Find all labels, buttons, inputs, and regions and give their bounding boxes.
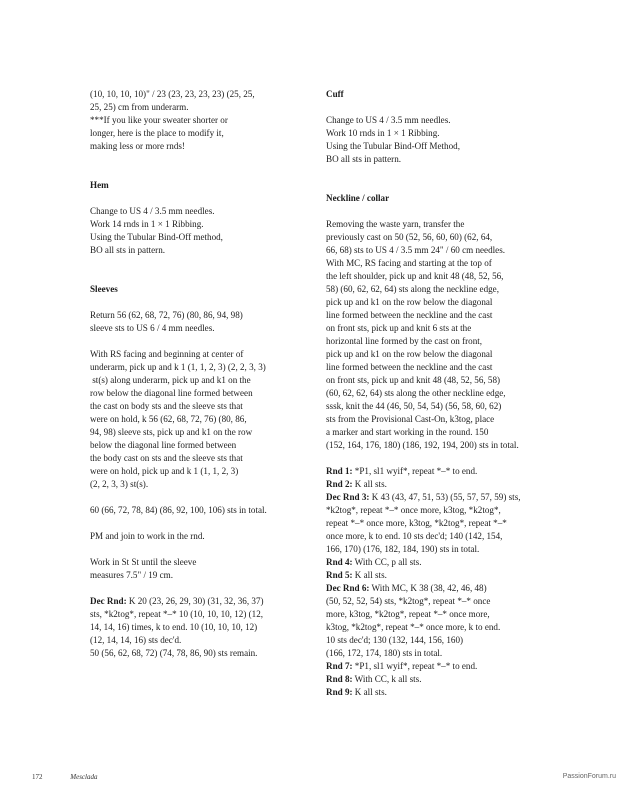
sleeves-total-text: [90, 504, 322, 517]
round-label: Rnd 9:: [326, 687, 353, 697]
text-line: (60, 62, 62, 64) sts along the other neckline edge,: [326, 388, 506, 398]
text-line: Change to US 4 / 3.5 mm needles.: [326, 115, 451, 125]
round-text: With MC, K 38 (38, 42, 46, 48): [369, 583, 487, 593]
text-line: pick up and k1 on the row below the diagonal: [326, 297, 493, 307]
text-line: previously cast on 50 (52, 56, 60, 60) (62, 64,: [326, 232, 493, 242]
text-line: horizontal line formed by the cast on front,: [326, 336, 483, 346]
text-line: Removing the waste yarn, transfer the: [326, 219, 465, 229]
text-line: the left shoulder, pick up and knit 48 (48, 52, 56,: [326, 271, 504, 281]
text-line: (50, 52, 52, 54) sts, *k2tog*, repeat *–* once: [326, 596, 491, 606]
text-line: longer, here is the place to modify it,: [90, 128, 224, 138]
round-text: With CC, p all sts.: [352, 557, 422, 567]
round-text: K all sts.: [352, 479, 387, 489]
text-line: sts, *k2tog*, repeat *–* 10 (10, 10, 10, 12) (12,: [90, 609, 264, 619]
text-line: line formed between the neckline and the cast: [326, 310, 493, 320]
text-line: k3tog, *k2tog*, repeat *–* once more, k to end.: [326, 622, 501, 632]
sleeves-pickup-text: [90, 348, 322, 491]
text-line: 166, 170) (176, 182, 184, 190) sts in total.: [326, 544, 480, 554]
round-label: Rnd 4:: [326, 557, 353, 567]
sleeves-heading: Sleeves: [90, 284, 118, 294]
sleeves-return-text: [90, 309, 322, 335]
text-line: With MC, RS facing and starting at the top of: [326, 258, 492, 268]
text-line: ***If you like your sweater shorter or: [90, 115, 228, 125]
text-line: (2, 2, 3, 3) st(s).: [90, 479, 149, 489]
hem-heading: Hem: [90, 180, 109, 190]
text-line: 58) (60, 62, 62, 64) sts along the neckline edge,: [326, 284, 499, 294]
text-line: BO all sts in pattern.: [326, 154, 402, 164]
round-label: Rnd 1:: [326, 466, 353, 476]
round-label: Rnd 7:: [326, 661, 353, 671]
text-line: Work 14 rnds in 1 × 1 Ribbing.: [90, 219, 204, 229]
round-text: With CC, k all sts.: [352, 674, 422, 684]
sleeves-join-text: [90, 530, 322, 543]
text-line: 14, 14, 16) times, k to end. 10 (10, 10, 10, 12): [90, 622, 258, 632]
text-line: (166, 172, 174, 180) sts in total.: [326, 648, 443, 658]
text-line: Change to US 4 / 3.5 mm needles.: [90, 206, 215, 216]
text-line: *k2tog*, repeat *–* once more, k3tog, *k2tog*,: [326, 505, 501, 515]
text-line: 66, 68) sts to US 4 / 3.5 mm 24" / 60 cm needles.: [326, 245, 506, 255]
round-instruction: [326, 478, 558, 491]
text-line: Using the Tubular Bind-Off Method,: [326, 141, 460, 151]
text-line: BO all sts in pattern.: [90, 245, 166, 255]
round-label: Rnd 2:: [326, 479, 353, 489]
text-line: below the diagonal line formed between: [90, 440, 237, 450]
text-line: Work in St St until the sleeve: [90, 557, 197, 567]
round-instruction: [326, 569, 558, 582]
text-line: underarm, pick up and k 1 (1, 1, 2, 3) (2, 2, 3, 3): [90, 362, 266, 372]
round-text: K 43 (43, 47, 51, 53) (55, 57, 57, 59) sts,: [369, 492, 521, 502]
round-instruction: [326, 465, 558, 478]
watermark: PassionForum.ru: [562, 773, 616, 780]
text-line: (12, 14, 14, 16) sts dec'd.: [90, 635, 182, 645]
round-text: *P1, sl1 wyif*, repeat *–* to end.: [352, 661, 478, 671]
round-instructions: [326, 465, 558, 699]
dec-rnd-text: [90, 608, 322, 660]
dec-rnd-instruction: [90, 595, 322, 660]
cuff-text: [326, 114, 558, 166]
text-line: on front sts, pick up and knit 6 sts at the: [326, 323, 472, 333]
text-line: st(s) along underarm, pick up and k1 on the: [90, 375, 251, 385]
text-line: With RS facing and beginning at center of: [90, 349, 244, 359]
round-label: Dec Rnd 3:: [326, 492, 370, 502]
text-line: measures 7.5" / 19 cm.: [90, 570, 174, 580]
text-line: line formed between the neckline and the cast: [326, 362, 493, 372]
text-line: sssk, knit the 44 (46, 50, 54, 54) (56, 58, 60, 62): [326, 401, 502, 411]
text-line: the body cast on sts and the sleeve sts that: [90, 453, 243, 463]
hem-text: [90, 205, 322, 257]
text-line: 25, 25) cm from underarm.: [90, 102, 189, 112]
text-line: making less or more rnds!: [90, 141, 185, 151]
text-line: more, k3tog, *k2tog*, repeat *–* once more,: [326, 609, 490, 619]
text-line: (10, 10, 10, 10)" / 23 (23, 23, 23, 23) (25, 25,: [90, 89, 255, 99]
text-line: (152, 164, 176, 180) (186, 192, 194, 200) sts in total.: [326, 440, 519, 450]
text-line: Work 10 rnds in 1 × 1 Ribbing.: [326, 128, 440, 138]
round-instruction: [326, 686, 558, 699]
text-line: repeat *–* once more, k3tog, *k2tog*, repeat *–*: [326, 518, 507, 528]
neckline-text: [326, 218, 558, 452]
round-instruction: [326, 673, 558, 686]
page-number: 172: [32, 773, 43, 781]
round-instruction: [326, 582, 558, 660]
text-line: 10 sts dec'd; 130 (132, 144, 156, 160): [326, 635, 464, 645]
round-text: K all sts.: [352, 570, 387, 580]
magazine-name: Mesclada: [70, 773, 98, 781]
page-footer: [32, 773, 97, 781]
dec-rnd-label: Dec Rnd:: [90, 596, 127, 606]
text-line: 50 (56, 62, 68, 72) (74, 78, 86, 90) sts remain.: [90, 648, 258, 658]
round-text: *P1, sl1 wyif*, repeat *–* to end.: [352, 466, 478, 476]
text-line: sts from the Provisional Cast-On, k3tog, place: [326, 414, 495, 424]
round-instruction: [326, 491, 558, 556]
text-line: once more, k to end. 10 sts dec'd; 140 (142, 154,: [326, 531, 503, 541]
text-line: were on hold, pick up and k 1 (1, 1, 2, 3): [90, 466, 239, 476]
text-line: the cast on body sts and the sleeve sts that: [90, 401, 243, 411]
left-column: [90, 88, 322, 660]
round-text: K all sts.: [352, 687, 387, 697]
text-line: 94, 98) sleeve sts, pick up and k1 on the row: [90, 427, 253, 437]
text-line: 60 (66, 72, 78, 84) (86, 92, 100, 106) sts in total.: [90, 505, 267, 515]
right-column: [326, 88, 558, 699]
text-line: were on hold, k 56 (62, 68, 72, 76) (80, 86,: [90, 414, 247, 424]
text-line: sleeve sts to US 6 / 4 mm needles.: [90, 323, 215, 333]
text-line: on front sts, pick up and knit 48 (48, 52, 56, 58): [326, 375, 501, 385]
text-line: Using the Tubular Bind-Off method,: [90, 232, 223, 242]
neckline-heading: Neckline / collar: [326, 193, 390, 203]
text-line: Return 56 (62, 68, 72, 76) (80, 86, 94, 98): [90, 310, 243, 320]
cuff-heading: Cuff: [326, 89, 344, 99]
round-label: Dec Rnd 6:: [326, 583, 370, 593]
round-instruction: [326, 556, 558, 569]
intro-text: [90, 88, 322, 153]
text-line: a marker and start working in the round. 150: [326, 427, 489, 437]
dec-rnd-first-line: K 20 (23, 26, 29, 30) (31, 32, 36, 37): [126, 596, 264, 606]
round-label: Rnd 5:: [326, 570, 353, 580]
sleeves-stst-text: [90, 556, 322, 582]
round-label: Rnd 8:: [326, 674, 353, 684]
text-line: pick up and k1 on the row below the diagonal: [326, 349, 493, 359]
round-instruction: [326, 660, 558, 673]
text-line: PM and join to work in the rnd.: [90, 531, 205, 541]
text-line: row below the diagonal line formed between: [90, 388, 253, 398]
